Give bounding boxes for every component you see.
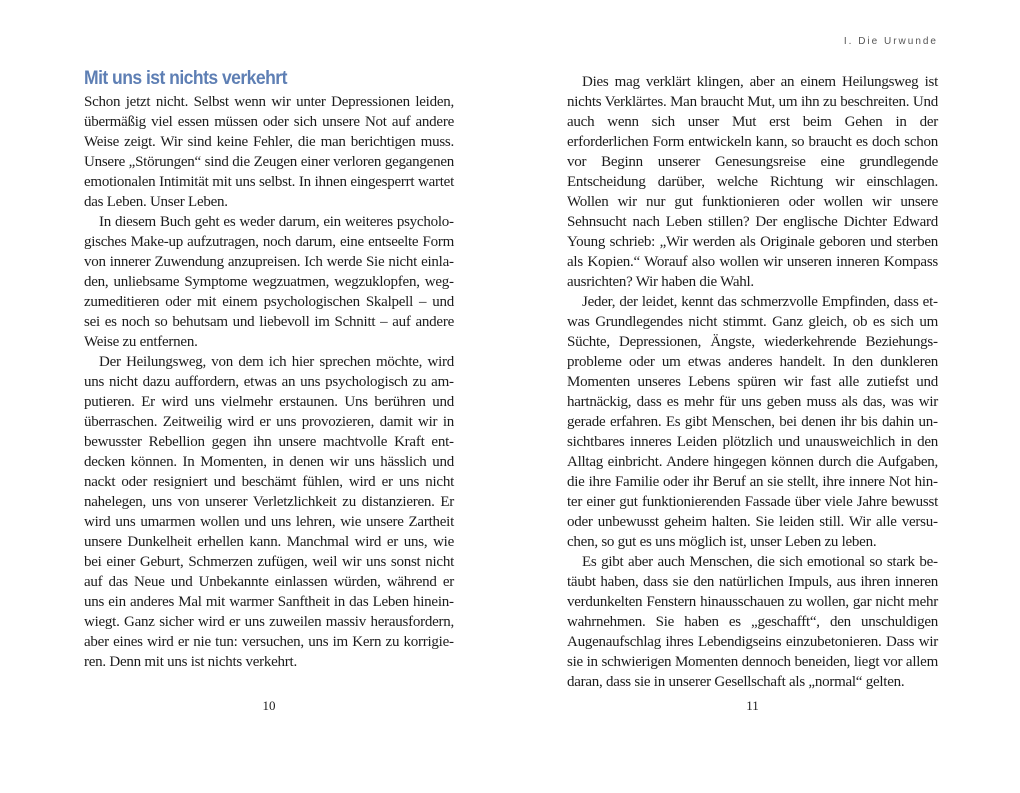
left-paragraph-3: Der Heilungsweg, von dem ich hier sprechen möchte, wird uns nicht dazu auffordern, etwas an uns psychologisch zu amputieren. Er wird uns vielmehr erstaunen. Uns berühren und überraschen. Zeitweilig wird er uns provozieren, damit wir in bewusster Rebellion gegen ihn unsere machtvolle Kraft entdecken können. In Momenten, in denen wir uns hässlich und nackt oder resigniert und beschämt fühlen, wird er uns nicht nahelegen, uns von unserer Verletzlichkeit zu distanzieren. Er wird uns umarmen wollen und uns lehren, wie unsere Zartheit unsere Dunkelheit erhellen kann. Manchmal wird er uns, wie bei einer Geburt, Schmerzen zufügen, weil wir uns sonst nicht auf das Neue und Unbekannte einlassen würden, während er uns ein anderes Mal mit warmer Sanftheit in das Leben hineinwiegt. Ganz sicher wird er uns zuweilen massiv herausfordern, aber eines wird er nie tun: versuchen, uns im Kern zu korrigieren. Denn mit uns ist nichts verkehrt. [84,354,454,670]
left-page-number: 10 [262,698,276,713]
left-text-block [84,92,454,672]
left-page [84,0,454,793]
right-paragraph-1: Dies mag verklärt klingen, aber an einem Heilungsweg ist nichts Verklärtes. Man braucht Mut, um ihn zu beschreiten. Und auch wenn sich unser Mut erst beim Gehen in der erforderlichen Form entwickeln kann, so braucht es doch schon vor Beginn unserer Genesungsreise eine grundlegende Entscheidung darüber, welche Richtung wir einschlagen. Wollen wir nur gut funktionieren oder wollen wir unsere Sehnsucht nach Leben stillen? Der englische Dichter Edward Young schrieb: „Wir werden als Originale geboren und sterben als Kopien.“ Worauf also wollen wir unseren inneren Kompass ausrichten? Wir haben die Wahl. [567,74,938,290]
right-paragraph-3: Es gibt aber auch Menschen, die sich emotional so stark betäubt haben, dass sie den natürlichen Impuls, aus ihren inneren verdunkelten Fenstern hinausschauen zu wollen, gar nicht mehr wahrnehmen. Sie haben es „geschafft“, den unschuldigen Augenaufschlag ihres Lebendigseins einzubetonieren. Dass wir sie in schwierigen Momenten dennoch beneiden, liegt vor allem daran, dass sie in unserer Gesellschaft als „normal“ gelten. [567,554,938,690]
right-page [567,0,938,793]
left-paragraph-1: Schon jetzt nicht. Selbst wenn wir unter Depressionen leiden, übermäßig viel essen müssen oder sich unsere Not auf andere Weise zeigt. Wir sind keine Fehler, die man berichtigen muss. Unsere „Störungen“ sind die Zeugen einer verloren gegangenen emotionalen Intimität mit uns selbst. In ihnen eingesperrt wartet das Leben. Unser Leben. [84,94,454,210]
right-page-number: 11 [746,698,759,713]
right-paragraph-2: Jeder, der leidet, kennt das schmerzvolle Empfinden, dass etwas Grundlegendes nicht stimmt. Ganz gleich, ob es sich um Süchte, Depressionen, Ängste, wiederkehrende Beziehungsprobleme oder um etwas anderes handelt. In den dunkleren Momenten unseres Lebens spüren wir fast alle zutiefst und hartnäckig, dass es mehr für uns geben muss als das, was wir gerade erfahren. Es gibt Menschen, bei denen ihr bis dahin unsichtbares inneres Leiden plötzlich und unausweichlich in den Alltag einbricht. Andere hingegen können durch die Aufgaben, die ihre Familie oder ihr Beruf an sie stellt, ihre innere Not hinter einer gut funktionierenden Fassade über viele Jahre bewusst oder unbewusst geheim halten. Sie leiden still. Wir alle versuchen, so gut es uns möglich ist, unser Leben zu leben. [567,294,938,550]
running-header: I. Die Urwunde [843,36,938,47]
right-text-block [567,72,938,692]
left-paragraph-2: In diesem Buch geht es weder darum, ein weiteres psychologisches Make-up aufzutragen, noch darum, eine entseelte Form von innerer Zuwendung anzupreisen. Ich werde Sie nicht einladen, unliebsame Symptome wegzuatmen, wegzuklopfen, wegzumeditieren oder mit einem psychologischen Skalpell – und sei es noch so behutsam und liebevoll im Schnitt – auf andere Weise zu entfernen. [84,214,454,350]
section-heading: Mit uns ist nichts verkehrt [84,67,287,89]
